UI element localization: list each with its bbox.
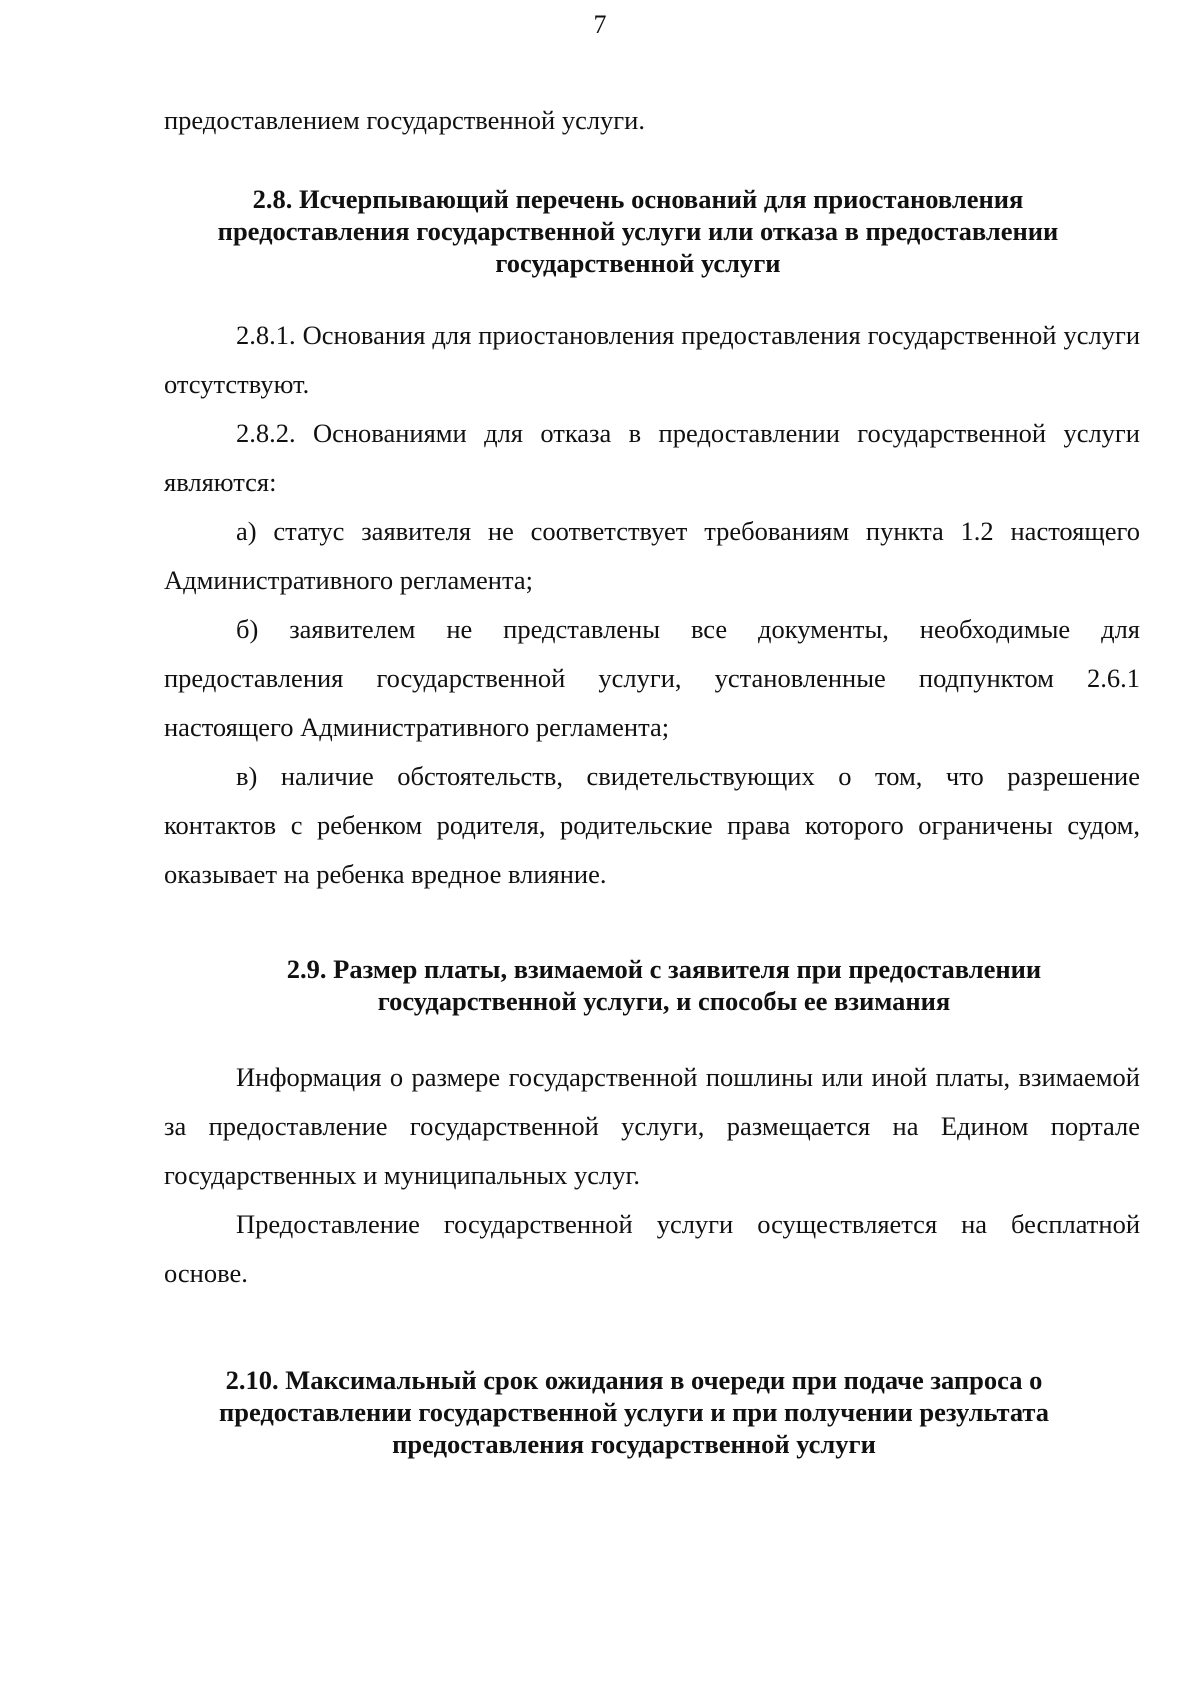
list-item: б) заявителем не представлены все документы, необходимые для предоставления государственной услуги, установленные подпунктом 2.6.1 настоящего Административного регламента; xyxy=(164,614,1140,742)
page-content xyxy=(164,96,1140,1460)
list-item: а) статус заявителя не соответствует требованиям пункта 1.2 настоящего Административного регламента; xyxy=(164,516,1140,595)
section-2-8-heading xyxy=(150,183,1126,279)
heading-line: предоставления государственной услуги xyxy=(392,1429,876,1459)
section-2-9-heading xyxy=(176,953,1152,1017)
paragraph-2-8-2: 2.8.2. Основаниями для отказа в предоставлении государственной услуги являются: xyxy=(164,418,1140,497)
page-number: 7 xyxy=(593,10,607,39)
section-2-10-heading xyxy=(146,1364,1122,1460)
paragraph-2-8-1: 2.8.1. Основания для приостановления предоставления государственной услуги отсутствуют. xyxy=(164,320,1140,399)
paragraph-2-9-2: Предоставление государственной услуги осуществляется на бесплатной основе. xyxy=(164,1209,1140,1288)
heading-line: 2.8. Исчерпывающий перечень оснований для приостановления xyxy=(252,184,1024,214)
list-item: в) наличие обстоятельств, свидетельствующих о том, что разрешение контактов с ребенком родителя, родительские права которого ограничены судом, оказывает на ребенка вредное влияние. xyxy=(164,761,1140,889)
heading-line: государственной услуги xyxy=(495,248,781,278)
opening-line: предоставлением государственной услуги. xyxy=(164,105,645,135)
heading-line: государственной услуги, и способы ее взимания xyxy=(377,986,951,1016)
heading-line: 2.9. Размер платы, взимаемой с заявителя при предоставлении xyxy=(286,954,1042,984)
heading-line: предоставлении государственной услуги и при получении результата xyxy=(218,1397,1049,1427)
heading-line: 2.10. Максимальный срок ожидания в очереди при подаче запроса о xyxy=(225,1365,1043,1395)
refusal-grounds-list xyxy=(164,507,1140,899)
heading-line: предоставления государственной услуги или отказа в предоставлении xyxy=(217,216,1059,246)
paragraph-2-9-1: Информация о размере государственной пошлины или иной платы, взимаемой за предоставление государственной услуги, размещается на Едином портале государственных и муниципальных услуг. xyxy=(164,1062,1140,1190)
